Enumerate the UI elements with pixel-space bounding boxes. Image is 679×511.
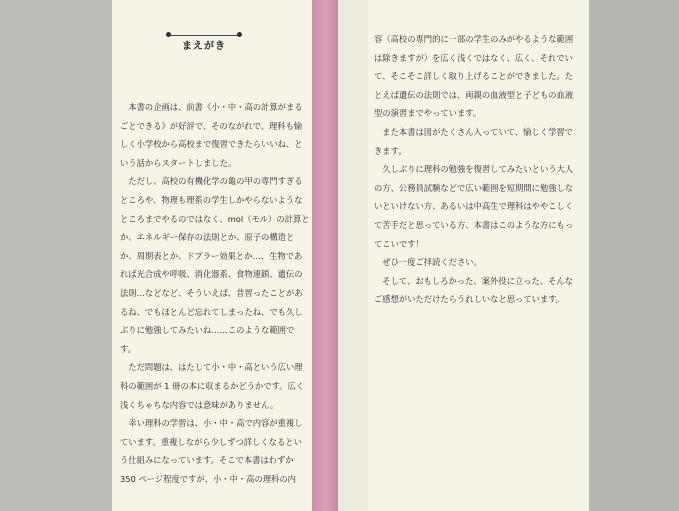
paragraph: 本書の企画は、前書《小・中・高の計算がまるごとできる》が好評で、そのながれで、理科も愉しく小学校から高校まで復習できたらいいね、という話からスタートしました。	[120, 102, 303, 168]
paragraph: ただし、高校の有機化学の亀の甲の専門すぎるところや、物理も理系の学生しかやらないようなところまでやるのではなく、mol（モル）の計算とか、エネルギー保存の法則とか、原子の構造とか、周期表とか、ドプラー効果とか…、生物であれば光合成や呼吸、消化器系、食物連鎖、遺伝の法則…などなど、そういえば、昔習ったことがあるね、でもほとんど忘れてしまったね、でも久しぶりに勉強してみたいね……このような範囲です。	[120, 176, 310, 354]
paragraph: 久しぶりに理科の勉強を復習してみたいという大人の方、公務員試験などで広い範囲を短期間に勉強しないといけない方、あるいは中高生で理科はややこしくて苦手だと思っている方、本書はこのような方にもってこいです！	[374, 164, 574, 249]
scan-margin-left	[0, 0, 112, 511]
paragraph: ただ問題は、はたして小・中・高という広い理科の範囲が 1 冊の本に収まるかどうかです。広く浅くちゃちな内容では意味がありません。	[120, 362, 305, 410]
page-title: まえがき	[182, 41, 226, 52]
heading-rule	[168, 35, 240, 36]
scan-margin-right	[589, 0, 679, 511]
paragraph: ぜひ一度ご拝読ください。	[382, 257, 482, 268]
left-column-text	[120, 98, 310, 488]
paragraph: 幸い理科の学習は、小・中・高で内容が重複しています。重複しながら少しずつ詳しくなるという仕組みになっています。そこで本書はわずか 350 ページ程度ですが、小・中・高の理科の内	[120, 418, 303, 484]
right-page-inner-band	[338, 0, 368, 511]
paragraph: また本書は図がたくさん入っていて、愉しく学習できます。	[374, 126, 573, 156]
right-column-text	[374, 30, 574, 309]
pink-gutter-band	[312, 0, 338, 511]
paragraph: そして、おもしろかった、案外役に立った、そんなご感想がいただけたらうれしいなと思っています。	[374, 275, 573, 305]
heading-block	[168, 32, 240, 52]
paragraph: 容（高校の専門的に一部の学生のみがやるような範囲は除きますが）を広く浅くではなく、広く、それでいて、そこそこ詳しく取り上げることができました。たとえば遺伝の法則では、両親の血液型と子どもの血液型の演習までやっています。	[374, 34, 574, 119]
